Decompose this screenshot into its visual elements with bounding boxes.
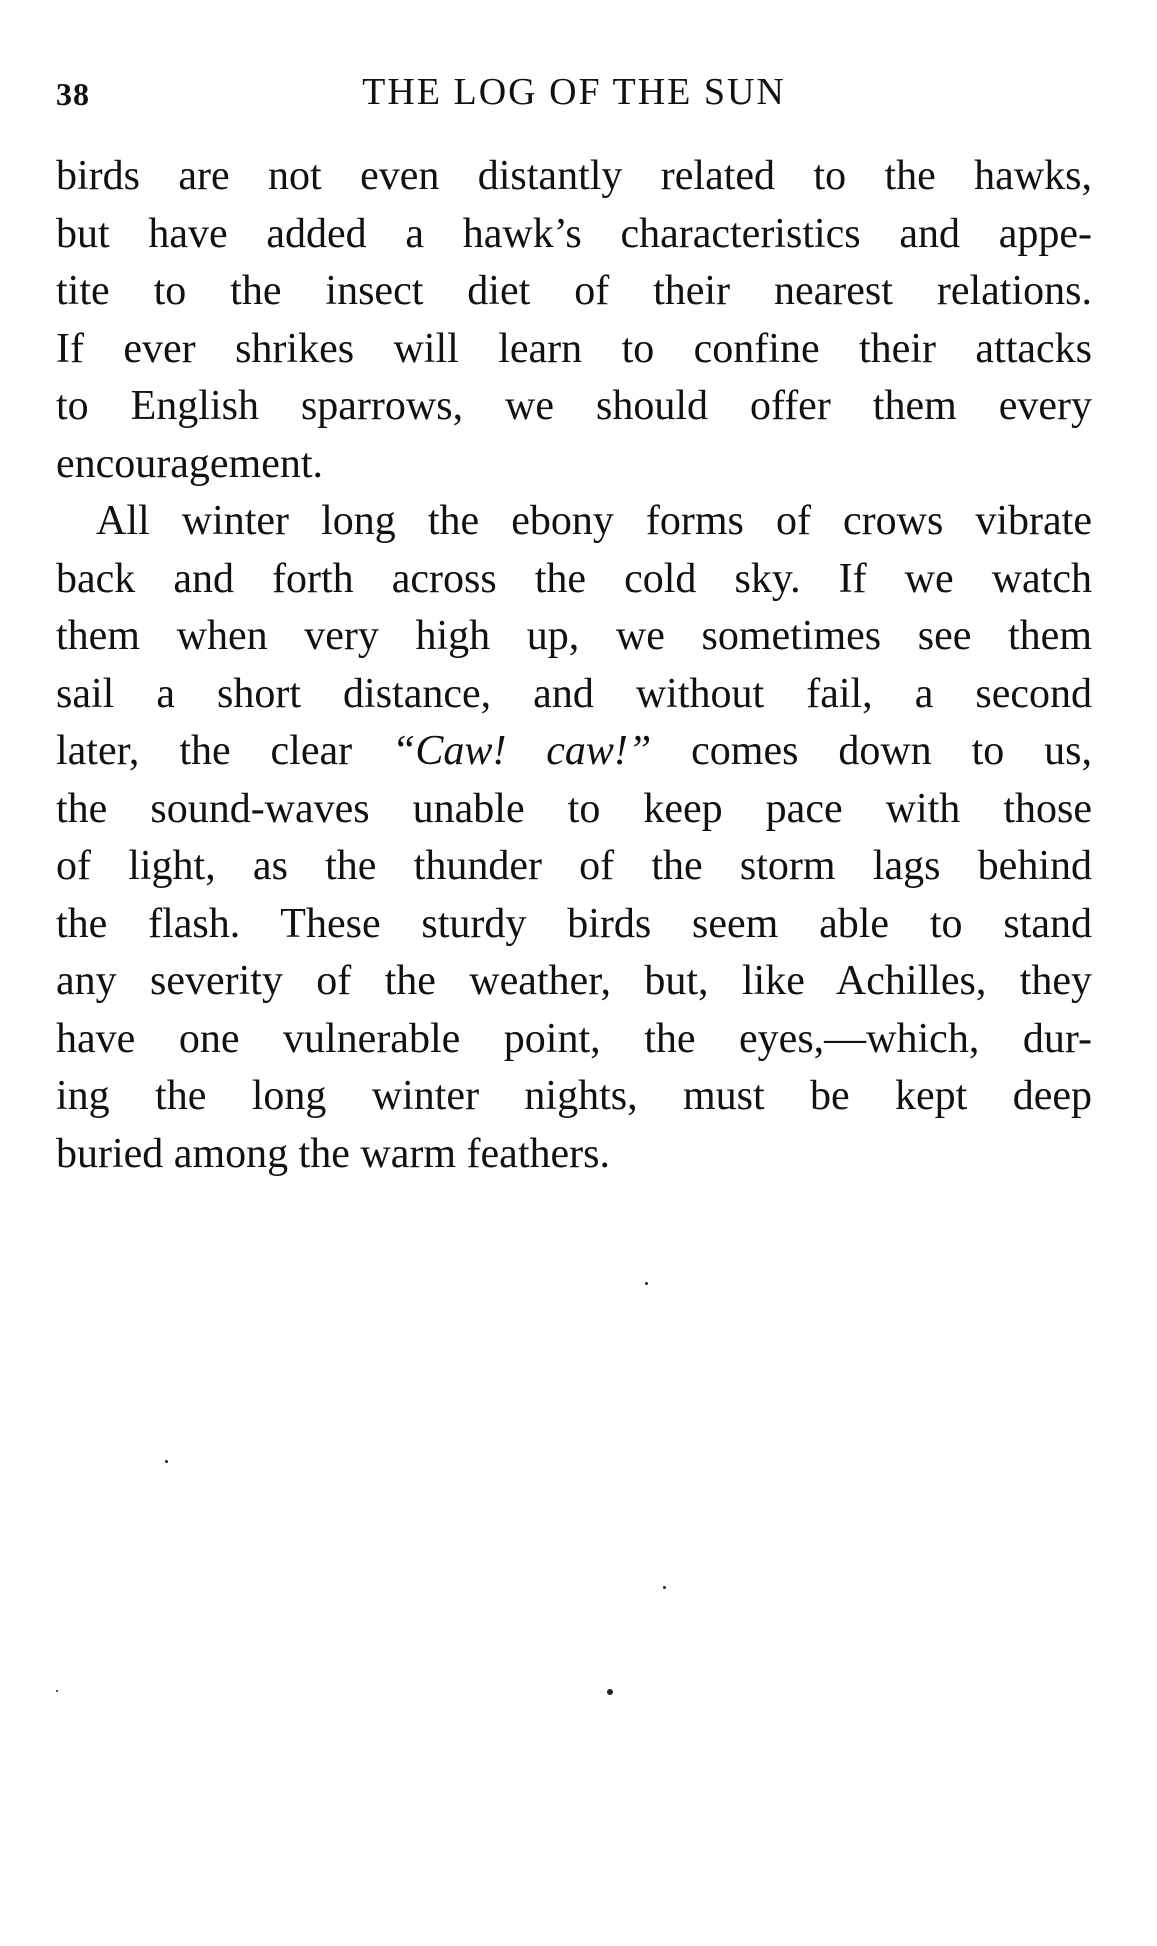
text-line: have one vulnerable point, the eyes,—which, dur- — [56, 1015, 1092, 1062]
text-line: tite to the insect diet of their nearest relations. — [56, 268, 1092, 314]
text-line: ing the long winter nights, must be kept deep — [56, 1073, 1092, 1119]
page-number: 38 — [56, 76, 90, 112]
paragraph-1 — [56, 148, 1092, 493]
text-line: the flash. These sturdy birds seem able to stand — [56, 900, 1092, 947]
text-line: birds are not even distantly related to the hawks, — [56, 153, 1092, 199]
text-line: to English sparrows, we should offer them every — [56, 383, 1092, 429]
text-line-with-italic — [56, 723, 1092, 781]
text-line: encouragement. — [56, 440, 324, 487]
scan-speck — [56, 1690, 58, 1692]
scan-speck — [165, 1460, 168, 1463]
text-line: buried among the warm feathers. — [56, 1130, 610, 1177]
running-head — [56, 70, 1092, 120]
text-line: of light, as the thunder of the storm lags behind — [56, 843, 1092, 889]
text-segment: later, the clear — [56, 728, 392, 774]
text-line: If ever shrikes will learn to confine their attacks — [56, 325, 1092, 372]
italic-quote: “Caw! caw!” — [392, 728, 652, 774]
scan-speck — [607, 1689, 613, 1695]
body-text — [56, 148, 1092, 1183]
text-line: any severity of the weather, but, like Achilles, they — [56, 958, 1092, 1004]
text-line: sail a short distance, and without fail, a second — [56, 670, 1092, 717]
running-title: THE LOG OF THE SUN — [362, 71, 786, 113]
text-line: back and forth across the cold sky. If we watch — [56, 555, 1092, 602]
text-line: but have added a hawk’s characteristics and appe- — [56, 210, 1092, 257]
text-line: them when very high up, we sometimes see them — [56, 613, 1092, 659]
scan-speck — [663, 1586, 666, 1589]
text-segment: comes down to us, — [651, 728, 1092, 774]
paragraph-2 — [56, 493, 1092, 1183]
text-line: All winter long the ebony forms of crows vibrate — [96, 498, 1092, 544]
text-line: the sound-waves unable to keep pace with those — [56, 785, 1092, 832]
scan-speck — [645, 1282, 648, 1285]
